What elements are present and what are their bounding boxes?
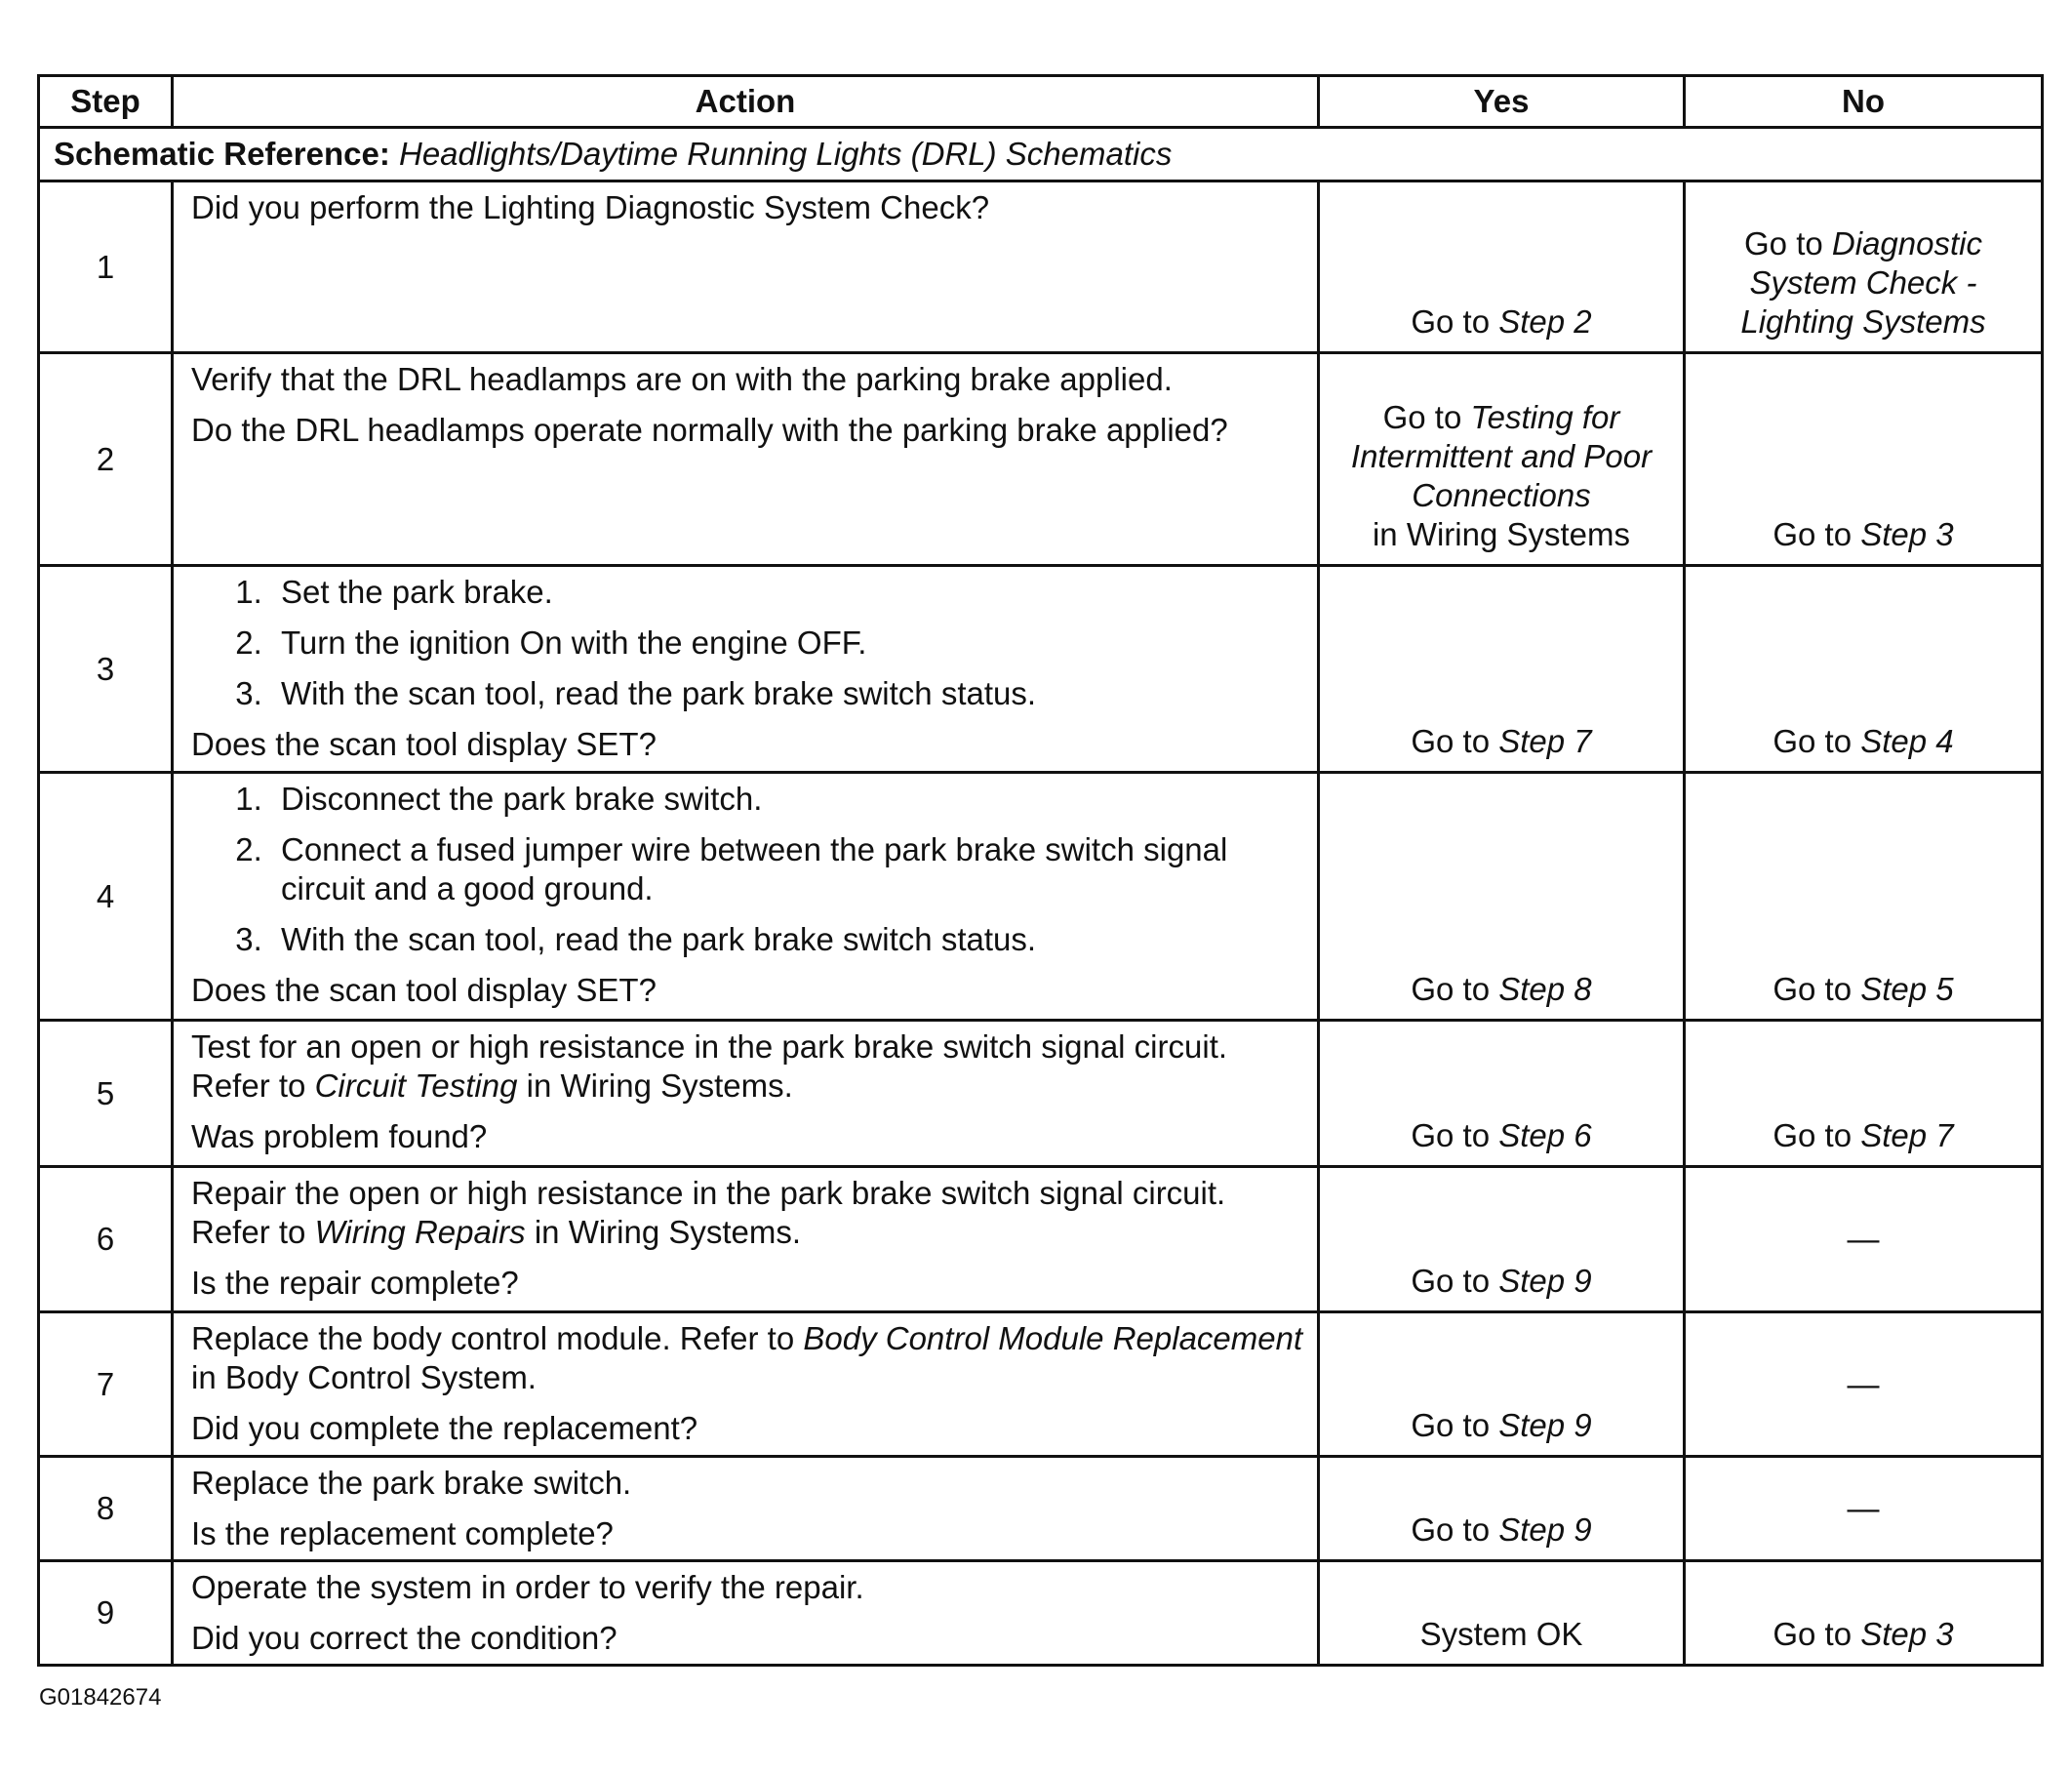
- action-link[interactable]: Circuit Testing: [314, 1067, 518, 1104]
- header-row: [39, 76, 2043, 128]
- no-link[interactable]: Step 5: [1860, 971, 1954, 1007]
- schematic-reference-label: Schematic Reference:: [54, 136, 390, 172]
- no-cell: —: [1685, 1457, 2043, 1561]
- step-number: 5: [39, 1021, 173, 1167]
- table-row: [39, 1561, 2043, 1666]
- action-text: Verify that the DRL headlamps are on with the parking brake applied.: [191, 361, 1173, 397]
- no-link[interactable]: Step 3: [1860, 1616, 1954, 1652]
- action-step-item: 3. With the scan tool, read the park brake switch status.: [271, 674, 1307, 713]
- yes-prefix: Go to: [1411, 1263, 1499, 1299]
- action-text-pre: Repair the open or high resistance in the park brake switch signal circuit. Refer to: [191, 1175, 1226, 1250]
- yes-cell: [1319, 1312, 1685, 1457]
- action-cell: [173, 1021, 1319, 1167]
- action-link[interactable]: Wiring Repairs: [314, 1214, 526, 1250]
- action-question: Did you complete the replacement?: [191, 1410, 698, 1446]
- figure-id: G01842674: [39, 1684, 162, 1711]
- table-row: [39, 353, 2043, 566]
- header-step: Step: [39, 76, 173, 128]
- schematic-reference-row: [39, 128, 2043, 181]
- no-cell: [1685, 1561, 2043, 1666]
- table-row: [39, 773, 2043, 1021]
- yes-link[interactable]: Step 9: [1498, 1263, 1592, 1299]
- step-number: 4: [39, 773, 173, 1021]
- yes-prefix: Go to: [1411, 303, 1499, 340]
- action-step-item: 2. Turn the ignition On with the engine OFF.: [271, 624, 1307, 663]
- yes-cell: [1319, 181, 1685, 353]
- yes-link[interactable]: Testing for Intermittent and Poor Connections: [1350, 399, 1653, 513]
- action-text: [191, 1027, 1307, 1106]
- action-text: Did you perform the Lighting Diagnostic System Check?: [191, 189, 990, 225]
- step-number: 2: [39, 353, 173, 566]
- schematic-reference: [39, 128, 2043, 181]
- action-cell: [173, 1561, 1319, 1666]
- yes-cell: [1319, 1457, 1685, 1561]
- action-text: [191, 1319, 1307, 1397]
- schematic-reference-link[interactable]: Headlights/Daytime Running Lights (DRL) Schematics: [399, 136, 1173, 172]
- action-question: Is the replacement complete?: [191, 1515, 614, 1551]
- yes-prefix: Go to: [1382, 399, 1471, 435]
- table-row: [39, 181, 2043, 353]
- yes-prefix: Go to: [1411, 1511, 1499, 1548]
- action-step-item: 2. Connect a fused jumper wire between the park brake switch signal circuit and a good ground.: [271, 830, 1307, 908]
- action-question: Does the scan tool display SET?: [191, 972, 657, 1008]
- action-step-item: 1. Disconnect the park brake switch.: [271, 780, 1307, 819]
- action-cell: [173, 181, 1319, 353]
- action-cell: [173, 566, 1319, 773]
- header-action: Action: [173, 76, 1319, 128]
- yes-cell: [1319, 353, 1685, 566]
- action-cell: [173, 1457, 1319, 1561]
- step-number: 7: [39, 1312, 173, 1457]
- no-prefix: Go to: [1773, 1117, 1861, 1153]
- no-link[interactable]: Step 3: [1860, 516, 1954, 552]
- no-cell: [1685, 773, 2043, 1021]
- action-cell: [173, 1167, 1319, 1312]
- action-text: Operate the system in order to verify the repair.: [191, 1569, 864, 1605]
- action-question: Was problem found?: [191, 1118, 488, 1154]
- action-link[interactable]: Body Control Module Replacement: [803, 1320, 1303, 1356]
- action-question: Did you correct the condition?: [191, 1620, 618, 1656]
- header-no: No: [1685, 76, 2043, 128]
- action-step-item: 3. With the scan tool, read the park brake switch status.: [271, 920, 1307, 959]
- action-text-post: in Body Control System.: [191, 1359, 537, 1395]
- no-prefix: Go to: [1773, 723, 1861, 759]
- no-cell: [1685, 353, 2043, 566]
- diagnostic-table: [37, 74, 2044, 1667]
- action-text-pre: Replace the body control module. Refer to: [191, 1320, 804, 1356]
- action-text-post: in Wiring Systems.: [525, 1214, 802, 1250]
- action-question: Do the DRL headlamps operate normally with the parking brake applied?: [191, 412, 1228, 448]
- step-number: 9: [39, 1561, 173, 1666]
- yes-link[interactable]: Step 8: [1498, 971, 1592, 1007]
- yes-cell: [1319, 1021, 1685, 1167]
- no-cell: [1685, 1021, 2043, 1167]
- header-yes: Yes: [1319, 76, 1685, 128]
- table-row: [39, 1167, 2043, 1312]
- action-step-item: 1. Set the park brake.: [271, 573, 1307, 612]
- yes-suffix: in Wiring Systems: [1372, 516, 1631, 552]
- action-text: Replace the park brake switch.: [191, 1465, 632, 1501]
- action-steps: [191, 573, 1307, 713]
- action-text-pre: Test for an open or high resistance in the park brake switch signal circuit. Refer to: [191, 1028, 1228, 1104]
- no-link[interactable]: Step 4: [1860, 723, 1954, 759]
- step-number: 3: [39, 566, 173, 773]
- yes-link[interactable]: Step 9: [1498, 1407, 1592, 1443]
- yes-link[interactable]: Step 6: [1498, 1117, 1592, 1153]
- no-cell: —: [1685, 1312, 2043, 1457]
- no-cell: [1685, 181, 2043, 353]
- table-row: [39, 1021, 2043, 1167]
- action-question: Is the repair complete?: [191, 1265, 519, 1301]
- table-row: [39, 566, 2043, 773]
- no-cell: [1685, 566, 2043, 773]
- yes-prefix: Go to: [1411, 1117, 1499, 1153]
- action-question: Does the scan tool display SET?: [191, 726, 657, 762]
- table-row: [39, 1457, 2043, 1561]
- no-prefix: Go to: [1744, 225, 1832, 262]
- action-steps: [191, 780, 1307, 959]
- yes-prefix: Go to: [1411, 1407, 1499, 1443]
- no-prefix: Go to: [1773, 516, 1861, 552]
- yes-cell: [1319, 1167, 1685, 1312]
- yes-link[interactable]: Step 2: [1498, 303, 1592, 340]
- yes-cell: System OK: [1319, 1561, 1685, 1666]
- step-number: 8: [39, 1457, 173, 1561]
- yes-cell: [1319, 566, 1685, 773]
- yes-link[interactable]: Step 9: [1498, 1511, 1592, 1548]
- yes-link[interactable]: Step 7: [1498, 723, 1592, 759]
- yes-prefix: Go to: [1411, 971, 1499, 1007]
- action-cell: [173, 353, 1319, 566]
- no-prefix: Go to: [1773, 971, 1861, 1007]
- step-number: 1: [39, 181, 173, 353]
- no-cell: —: [1685, 1167, 2043, 1312]
- action-text-post: in Wiring Systems.: [517, 1067, 793, 1104]
- action-cell: [173, 1312, 1319, 1457]
- step-number: 6: [39, 1167, 173, 1312]
- no-prefix: Go to: [1773, 1616, 1861, 1652]
- yes-prefix: Go to: [1411, 723, 1499, 759]
- action-cell: [173, 773, 1319, 1021]
- action-text: [191, 1174, 1307, 1252]
- table-row: [39, 1312, 2043, 1457]
- yes-cell: [1319, 773, 1685, 1021]
- no-link[interactable]: Step 7: [1860, 1117, 1954, 1153]
- no-link[interactable]: Diagnostic System Check - Lighting Systems: [1740, 225, 1986, 340]
